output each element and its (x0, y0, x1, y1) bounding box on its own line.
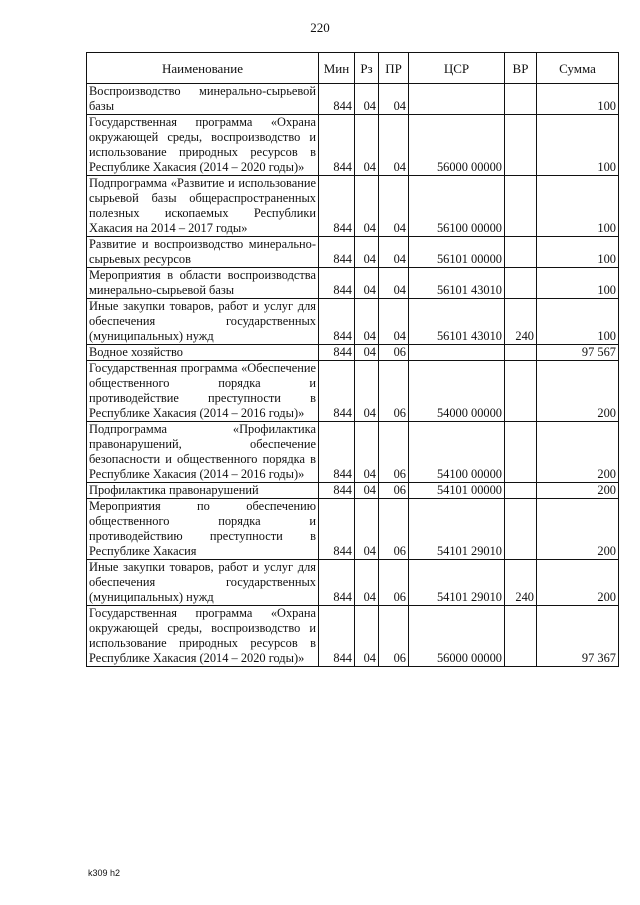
cell-csr: 56000 00000 (409, 606, 505, 667)
cell-sum: 200 (537, 361, 619, 422)
cell-name: Воспроизводство минерально-сырьевой базы (87, 84, 319, 115)
cell-vr: 240 (505, 299, 537, 345)
header-rz: Рз (355, 53, 379, 84)
cell-sum: 100 (537, 237, 619, 268)
cell-sum: 97 567 (537, 345, 619, 361)
cell-csr: 54101 29010 (409, 560, 505, 606)
cell-min: 844 (319, 606, 355, 667)
cell-min: 844 (319, 560, 355, 606)
header-vr: ВР (505, 53, 537, 84)
cell-rz: 04 (355, 361, 379, 422)
cell-vr (505, 361, 537, 422)
cell-min: 844 (319, 237, 355, 268)
header-pr: ПР (379, 53, 409, 84)
cell-rz: 04 (355, 115, 379, 176)
cell-name: Подпрограмма «Развитие и использование сырьевой базы общераспространенных полезных ископаемых Республики Хакасия на 2014 – 2017 годы» (87, 176, 319, 237)
cell-csr: 56101 43010 (409, 299, 505, 345)
footer-code: k309 h2 (88, 868, 121, 878)
cell-pr: 06 (379, 361, 409, 422)
cell-sum: 100 (537, 268, 619, 299)
cell-vr (505, 84, 537, 115)
cell-vr (505, 268, 537, 299)
cell-pr: 04 (379, 84, 409, 115)
cell-name: Мероприятия в области воспроизводства минерально-сырьевой базы (87, 268, 319, 299)
cell-name: Государственная программа «Охрана окружающей среды, воспроизводство и использование природных ресурсов в Республике Хакасия (2014 – 2020 годы)» (87, 115, 319, 176)
cell-pr: 04 (379, 115, 409, 176)
header-name: Наименование (87, 53, 319, 84)
cell-vr (505, 237, 537, 268)
table-row (87, 299, 619, 345)
table-row (87, 606, 619, 667)
cell-min: 844 (319, 84, 355, 115)
cell-csr: 56100 00000 (409, 176, 505, 237)
table-row (87, 84, 619, 115)
cell-sum: 100 (537, 299, 619, 345)
cell-name: Развитие и воспроизводство минерально-сырьевых ресурсов (87, 237, 319, 268)
cell-rz: 04 (355, 345, 379, 361)
cell-sum: 200 (537, 499, 619, 560)
cell-name: Подпрограмма «Профилактика правонарушений, обеспечение безопасности и общественного порядка в Республике Хакасия (2014 – 2016 годы)» (87, 422, 319, 483)
cell-csr (409, 345, 505, 361)
cell-csr: 54101 00000 (409, 483, 505, 499)
cell-name: Мероприятия по обеспечению общественного порядка и противодействию преступности в Республике Хакасия (87, 499, 319, 560)
cell-pr: 04 (379, 299, 409, 345)
table-row (87, 499, 619, 560)
cell-vr (505, 483, 537, 499)
table-row (87, 560, 619, 606)
cell-sum: 97 367 (537, 606, 619, 667)
cell-name: Государственная программа «Охрана окружающей среды, воспроизводство и использование природных ресурсов в Республике Хакасия (2014 – 2020 годы)» (87, 606, 319, 667)
cell-min: 844 (319, 268, 355, 299)
cell-pr: 06 (379, 560, 409, 606)
cell-min: 844 (319, 499, 355, 560)
cell-rz: 04 (355, 499, 379, 560)
header-csr: ЦСР (409, 53, 505, 84)
cell-csr: 56101 43010 (409, 268, 505, 299)
cell-csr (409, 84, 505, 115)
cell-vr (505, 115, 537, 176)
cell-sum: 200 (537, 422, 619, 483)
cell-rz: 04 (355, 483, 379, 499)
cell-vr (505, 176, 537, 237)
cell-sum: 100 (537, 115, 619, 176)
cell-min: 844 (319, 361, 355, 422)
table-row (87, 176, 619, 237)
cell-name: Государственная программа «Обеспечение общественного порядка и противодействие преступности в Республике Хакасия (2014 – 2016 годы)» (87, 361, 319, 422)
cell-rz: 04 (355, 422, 379, 483)
table-row (87, 345, 619, 361)
cell-min: 844 (319, 176, 355, 237)
cell-pr: 06 (379, 483, 409, 499)
table-header-row (87, 53, 619, 84)
cell-pr: 04 (379, 176, 409, 237)
cell-name: Иные закупки товаров, работ и услуг для обеспечения государственных (муниципальных) нужд (87, 299, 319, 345)
cell-rz: 04 (355, 299, 379, 345)
cell-vr (505, 345, 537, 361)
page-number: 220 (310, 20, 330, 35)
cell-rz: 04 (355, 560, 379, 606)
cell-pr: 06 (379, 499, 409, 560)
header-min: Мин (319, 53, 355, 84)
cell-name: Водное хозяйство (87, 345, 319, 361)
table-row (87, 483, 619, 499)
cell-vr: 240 (505, 560, 537, 606)
cell-sum: 200 (537, 483, 619, 499)
cell-rz: 04 (355, 268, 379, 299)
table-row (87, 422, 619, 483)
cell-sum: 100 (537, 176, 619, 237)
cell-min: 844 (319, 299, 355, 345)
table-row (87, 361, 619, 422)
cell-csr: 54100 00000 (409, 422, 505, 483)
cell-min: 844 (319, 115, 355, 176)
header-sum: Сумма (537, 53, 619, 84)
cell-rz: 04 (355, 84, 379, 115)
cell-rz: 04 (355, 237, 379, 268)
cell-min: 844 (319, 422, 355, 483)
cell-csr: 56101 00000 (409, 237, 505, 268)
cell-min: 844 (319, 483, 355, 499)
cell-rz: 04 (355, 606, 379, 667)
cell-pr: 04 (379, 268, 409, 299)
cell-name: Иные закупки товаров, работ и услуг для обеспечения государственных (муниципальных) нужд (87, 560, 319, 606)
table-row (87, 237, 619, 268)
table-row (87, 115, 619, 176)
cell-pr: 06 (379, 345, 409, 361)
cell-vr (505, 422, 537, 483)
cell-pr: 06 (379, 606, 409, 667)
cell-csr: 54101 29010 (409, 499, 505, 560)
cell-pr: 04 (379, 237, 409, 268)
cell-sum: 100 (537, 84, 619, 115)
cell-pr: 06 (379, 422, 409, 483)
cell-vr (505, 606, 537, 667)
cell-min: 844 (319, 345, 355, 361)
cell-name: Профилактика правонарушений (87, 483, 319, 499)
cell-rz: 04 (355, 176, 379, 237)
cell-vr (505, 499, 537, 560)
cell-csr: 54000 00000 (409, 361, 505, 422)
budget-table (86, 52, 619, 667)
table-row (87, 268, 619, 299)
cell-sum: 200 (537, 560, 619, 606)
cell-csr: 56000 00000 (409, 115, 505, 176)
